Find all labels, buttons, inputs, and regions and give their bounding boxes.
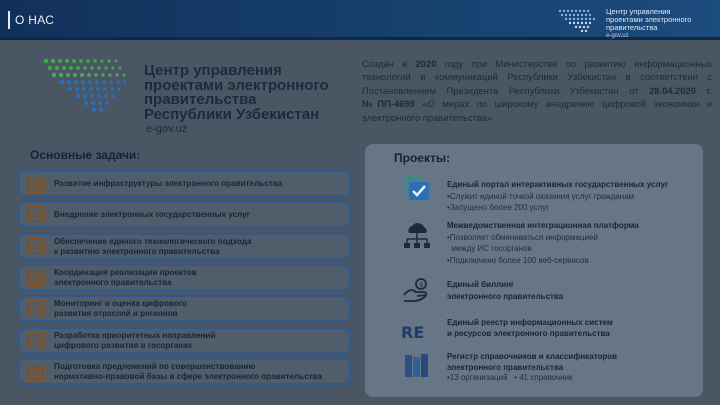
task-label-line: цифрового развития в госорганах [54,340,193,350]
task-item [18,201,351,228]
logo-dot [104,66,107,69]
project-detail: •Подключено более 100 веб-сервисов [447,256,589,265]
task-label-line: Развитие инфраструктуры электронного правительства [54,178,283,188]
logo-dot [104,94,108,98]
task-item [18,295,351,322]
logo-dot [109,80,112,83]
logo-dot [97,94,101,98]
logo-dot [76,94,81,99]
infrastructure-icon [25,175,45,193]
logo-dot [110,87,114,91]
desc-decree: №ПП-4699 [362,98,415,110]
logo-dot [82,87,86,91]
target-icon [25,332,45,350]
logo-dot [92,108,97,113]
task-label [54,172,349,195]
services-icon [25,206,45,224]
project-title-line2: электронного правительства [447,292,564,301]
organization-name-line: Республики Узбекистан [144,105,320,123]
task-label-line: Координация реализации проектов [54,267,197,277]
organization-name [144,64,344,122]
logo-dot [83,66,87,70]
task-item [18,327,351,354]
logo-dot [94,73,98,77]
logo-dot [90,66,94,70]
header-logo-url: e-gov.uz [606,33,629,39]
task-label [54,329,349,352]
header-accent-line [8,11,10,29]
organization-name-line: Центр управления [144,62,282,79]
logo-dot [80,73,84,77]
task-label-line: Обеспечение единого технологического подхода [54,236,252,246]
logo-dot [105,101,109,105]
task-label [54,235,349,258]
project-title: Межведомственная интеграционная платформа [447,221,639,230]
logo-dot [95,80,99,84]
logo-dot [108,73,111,76]
logo-dot [59,73,63,77]
organization-description [362,57,712,124]
task-label [54,297,349,320]
page-title: О НАС [15,13,55,27]
task-label-line: Мониторинг и оценка цифрового [54,298,188,308]
logo-dot [79,59,83,63]
egov-logo-icon [556,5,600,35]
logo-dot [117,87,120,90]
task-label [54,266,349,289]
project-title: Единый реестр информационных систем [447,318,613,327]
task-item [18,358,351,385]
project-title: Единый портал интерактивных государственных услуг [447,180,669,189]
logo-dot [91,101,95,105]
svg-text:$: $ [419,281,424,289]
task-label [54,203,349,226]
logo-dot [98,101,102,105]
task-item [18,264,351,291]
logo-dot [44,59,49,64]
header-bar [0,0,720,40]
logo-dot [89,87,93,91]
logo-dot [65,59,69,63]
desc-text: «О мерах по широкому внедрению цифровой экономики и электронного правительства» [362,98,712,123]
logo-dot [55,66,59,70]
project-detail: •Позволяет обмениваться информацией [447,233,598,242]
desc-text: году при Министерстве по развитию информационных технологий и коммуникаций Республики Узбекистан в соответствии с Постановлением Президента Республики Узбекистан от [362,58,713,96]
svg-text:RE: RE [401,323,425,342]
task-item [18,170,351,197]
logo-dot [101,73,104,76]
logo-dot [97,66,100,69]
logo-dot [103,87,107,91]
logo-dot [72,59,76,63]
project-detail: •13 организаций • 41 справочник [447,373,573,382]
coordination-icon [25,269,45,287]
task-item [18,233,351,260]
desc-text: Создан в [362,58,416,69]
task-label-line: нормативно-правовой базы в сфере электронного правительства [54,371,322,381]
project-title-line2: электронного правительства [447,363,564,372]
logo-dot [68,87,73,92]
logo-dot [52,73,57,78]
logo-dot [84,101,89,106]
tasks-heading: Основные задачи: [30,148,141,162]
logo-dot [76,66,80,70]
egov-main-logo-icon [40,55,138,123]
project-detail: •Запущено более 200 услуг [447,203,550,212]
logo-dot [58,59,62,63]
project-detail: •Служит единой точкой оказания услуг гражданам [447,192,635,201]
task-label-line: к развитию электронного правительства [54,246,220,256]
logo-dot [96,87,100,91]
project-detail: между ИС госорганов [447,244,532,253]
logo-dot [93,59,96,62]
books-icon [401,351,433,381]
logo-dot [87,73,91,77]
logo-dot [111,66,114,69]
logo-dot [62,66,66,70]
logo-dot [115,60,118,63]
task-label [54,360,349,383]
logo-dot [111,94,115,98]
desc-date: 28.04.2020 г. [648,84,712,96]
network-cloud-icon [401,221,433,251]
document-icon [25,363,45,381]
projects-heading: Проекты: [394,151,451,165]
logo-dot [48,66,53,71]
logo-dot [75,87,79,91]
logo-dot [100,59,103,62]
header-logo-text [606,8,691,40]
logo-dot [90,94,94,98]
logo-dot [60,80,65,85]
logo-dot [102,80,106,84]
task-label-line: Разработка приоритетных направлений [54,330,216,340]
billing-hand-icon [401,275,433,305]
project-title: Единый биллинг [447,280,515,289]
task-label-line: Внедрение электронных государственных услуг [54,209,251,219]
task-label-line: электронного правительства [54,277,172,287]
logo-dot [119,67,122,70]
logo-dot [81,80,85,84]
project-title: Регистр справочников и классификаторов [447,352,618,361]
organization-name-line: проектами электронного [144,76,329,94]
organization-name-line: правительства [144,91,257,108]
logo-dot [51,59,55,63]
logo-dot [115,73,118,76]
logo-dot [83,94,87,98]
header-logo-line: Центр управления [606,7,671,16]
magnifier-icon [25,300,45,318]
logo-dot [74,80,78,84]
logo-dot [116,80,119,83]
registry-logo-icon [401,317,433,347]
logo-dot [69,66,73,70]
logo-dot [99,108,103,112]
logo-dot [86,59,90,63]
logo-dot [88,80,92,84]
logo-dot [73,73,77,77]
desc-year: 2020 [415,58,437,69]
project-title-line2: и ресурсов электронного правительства [447,329,610,338]
organization-url[interactable]: e-gov.uz [146,123,188,135]
header-logo-line: правительства [606,23,658,32]
header-logo-line: проектами электронного [606,15,692,24]
logo-dot [107,59,110,62]
portal-checkmark-icon [401,174,433,204]
task-label-line: Подготовка предложений по совершенствованию [54,361,256,371]
logo-dot [123,74,126,77]
gears-icon [25,238,45,256]
task-label-line: развития отраслей и регионов [54,308,178,318]
logo-dot [66,73,70,77]
logo-dot [67,80,71,84]
logo-dot [123,80,126,83]
